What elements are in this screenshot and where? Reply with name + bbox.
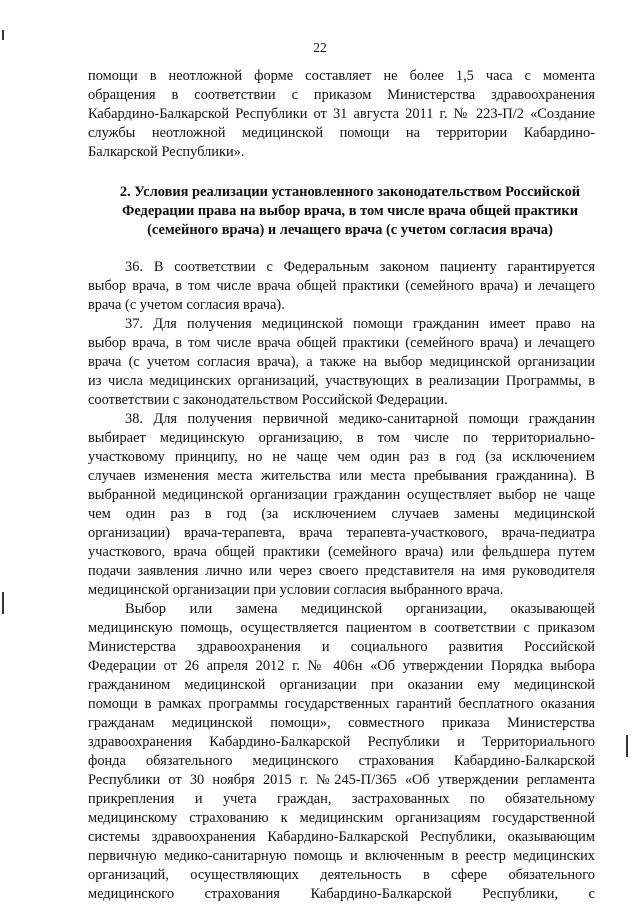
- text-line: участкового, врача общей практики (семейного врача) или фельдшера путем: [88, 544, 595, 560]
- text-line: Балкарской Республики».: [88, 144, 245, 160]
- text-line: Выбор или замена медицинской организации, оказывающей: [125, 601, 595, 617]
- text-line: 36. В соответствии с Федеральным законом пациенту гарантируется: [125, 259, 595, 275]
- text-line: врача (с учетом согласия врача), а также на выбор медицинской организации: [88, 354, 595, 370]
- text-line: выбор врача, в том числе врача общей практики (семейного врача) и лечащего: [88, 278, 595, 294]
- text-line: обращения в соответствии с приказом Министерства здравоохранения: [88, 87, 595, 103]
- text-line: соответствии с законодательством Российской Федерации.: [88, 392, 448, 408]
- text-line: врача (с учетом согласия врача).: [88, 297, 285, 313]
- text-line: помощи в неотложной форме составляет не более 1,5 часа с момента: [88, 68, 595, 84]
- text-line: фонда обязательного медицинского страхования Кабардино-Балкарской: [88, 753, 595, 769]
- text-line: помощи в рамках программы государственных гарантий бесплатного оказания: [88, 696, 595, 712]
- text-line: 37. Для получения медицинской помощи гражданин имеет право на: [125, 316, 595, 332]
- text-line: системы здравоохранения Кабардино-Балкарской Республики, оказывающим: [88, 829, 595, 845]
- text-line: Министерства здравоохранения и социального развития Российской: [88, 639, 595, 655]
- scan-mark: [626, 735, 628, 757]
- text-line: из числа медицинских организаций, участвующих в реализации Программы, в: [88, 373, 595, 389]
- text-line: чем один раз в год (за исключением случаев замены медицинской: [88, 506, 595, 522]
- scan-mark: [2, 592, 4, 614]
- text-line: прикрепления и учета граждан, застрахованных по обязательному: [88, 791, 595, 807]
- text-line: первичную медико-санитарную помощь и включенным в реестр медицинских: [88, 848, 595, 864]
- section-heading-line: 2. Условия реализации установленного законодательством Российской: [119, 184, 581, 200]
- text-line: выбор врача, в том числе врача общей практики (семейного врача) и лечащего: [88, 335, 595, 351]
- text-line: медицинской организации при условии согласия выбранного врача.: [88, 582, 504, 598]
- text-line: случаев изменения места жительства или места пребывания гражданина). В: [88, 468, 595, 484]
- text-line: здравоохранения Кабардино-Балкарской Республики и Территориального: [88, 734, 595, 750]
- text-line: подачи заявления лично или через своего представителя на имя руководителя: [88, 563, 595, 579]
- section-heading-line: (семейного врача) и лечащего врача (с учетом согласия врача): [147, 222, 553, 238]
- text-line: Республики от 30 ноября 2015 г. №245-П/365 «Об утверждении регламента: [88, 772, 595, 788]
- section-heading-line: Федерации права на выбор врача, в том числе врача общей практики: [121, 203, 578, 219]
- text-line: Кабардино-Балкарской Республики от 31 августа 2011 г. № 223-П/2 «Создание: [88, 106, 595, 122]
- text-line: гражданам медицинской помощи», совместного приказа Министерства: [88, 715, 595, 731]
- text-line: медицинского страхования Кабардино-Балкарской Республики, с: [88, 886, 595, 902]
- text-line: 38. Для получения первичной медико-санитарной помощи гражданин: [125, 411, 595, 427]
- text-line: участковому принципу, но не чаще чем один раз в год (за исключением: [88, 449, 595, 465]
- text-line: организации) врача-терапевта, врача терапевта-участкового, врача-педиатра: [88, 525, 595, 541]
- scan-mark: [2, 30, 4, 40]
- text-line: медицинскую помощь, осуществляется пациентом в соответствии с приказом: [88, 620, 595, 636]
- text-line: Федерации от 26 апреля 2012 г. № 406н «Об утверждении Порядка выбора: [88, 658, 595, 674]
- page-number: 22: [313, 40, 327, 55]
- text-line: организаций, осуществляющих деятельность в сфере обязательного: [88, 867, 595, 883]
- text-line: медицинскому страхованию к медицинским организациям государственной: [88, 810, 595, 826]
- text-line: выбирает медицинскую организацию, в том числе по территориально-: [88, 430, 595, 446]
- text-line: службы неотложной медицинской помощи на территории Кабардино-: [88, 125, 595, 141]
- text-line: гражданином медицинской организации при оказании ему медицинской: [88, 677, 595, 693]
- text-line: выбранной медицинской организации гражданин осуществляет выбор не чаще: [88, 487, 595, 503]
